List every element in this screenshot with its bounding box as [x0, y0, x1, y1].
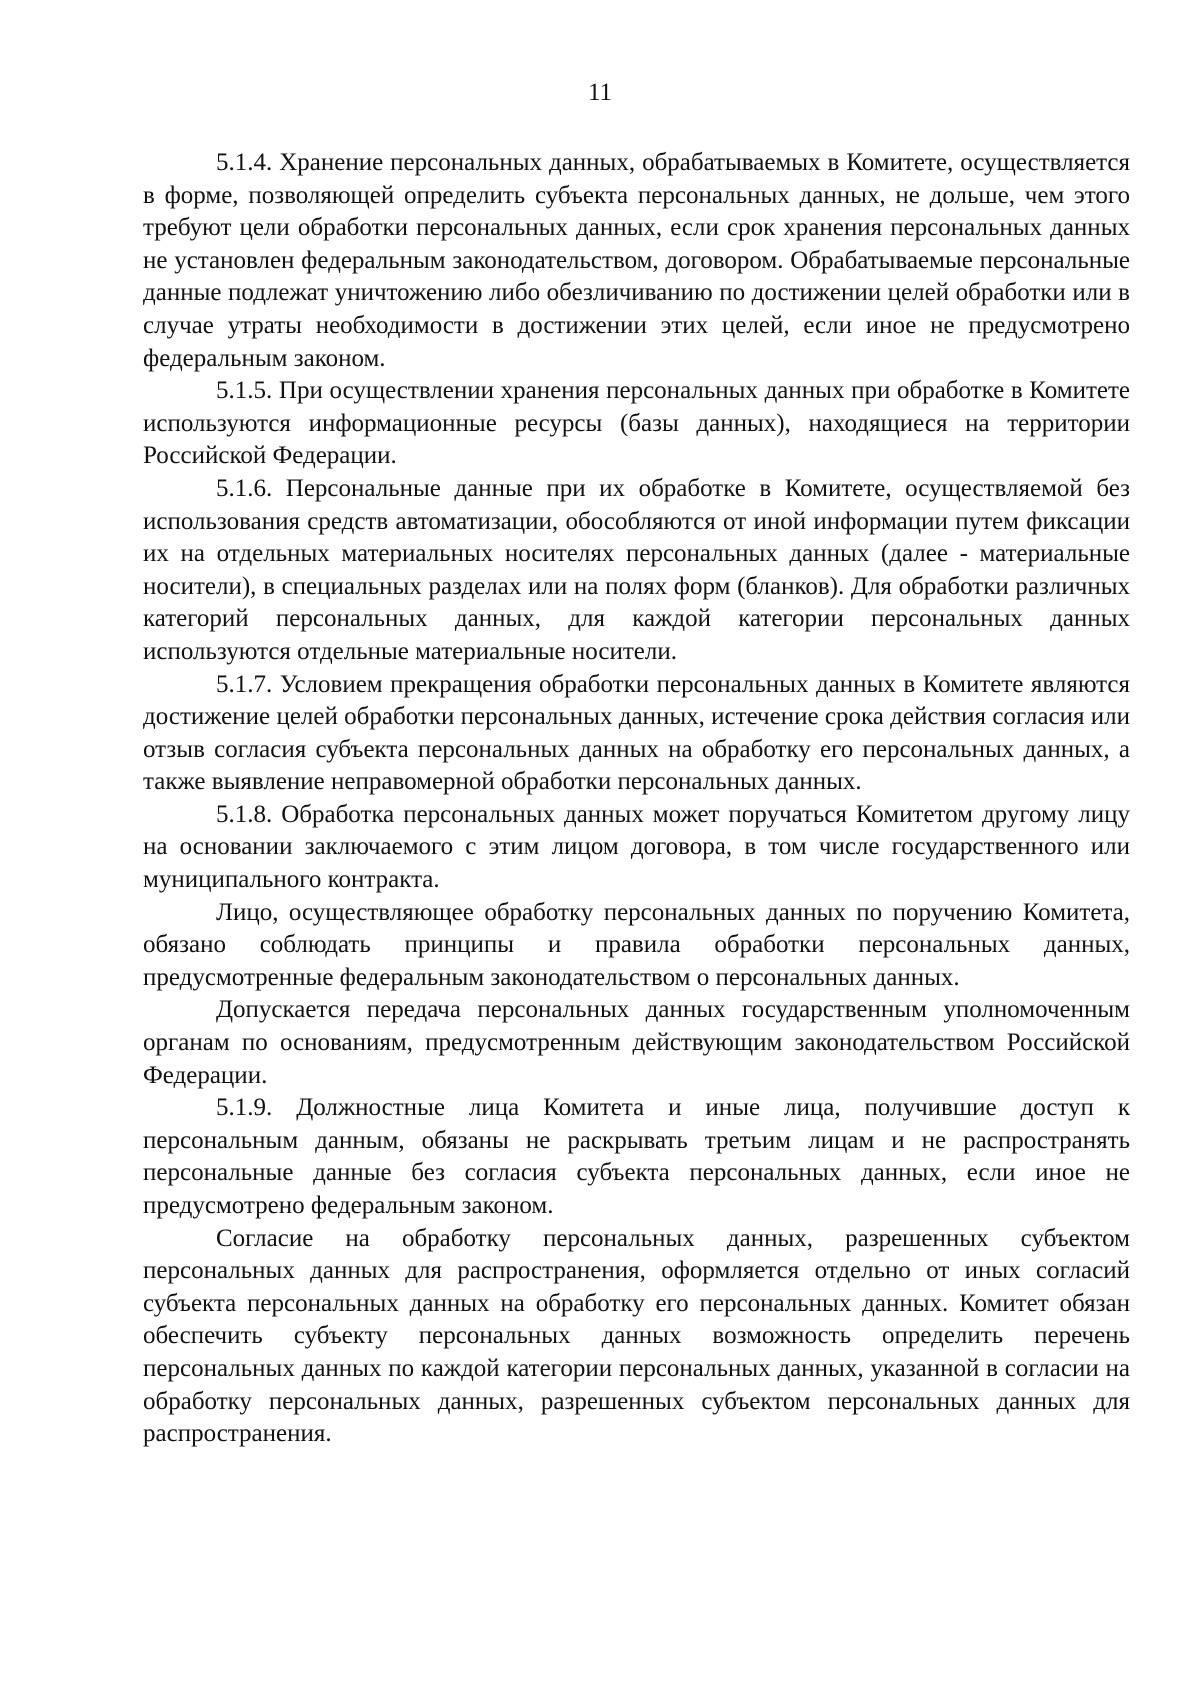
paragraph-processor-obligations: Лицо, осуществляющее обработку персональных данных по поручению Комитета, обязано соблюдать принципы и правила обработки персональных данных, предусмотренные федеральным законодательством о персональных данных. [143, 898, 1130, 991]
paragraph-5-1-8: 5.1.8. Обработка персональных данных может поручаться Комитетом другому лицу на основании заключаемого с этим лицом договора, в том числе государственного или муниципального контракта. [143, 800, 1130, 894]
page-number: 11 [587, 79, 613, 106]
paragraph-5-1-7: 5.1.7. Условием прекращения обработки персональных данных в Комитете являются достижение целей обработки персональных данных, истечение срока действия согласия или отзыв согласия субъекта персональных данных на обработку его персональных данных, а также выявление неправомерной обработки персональных данных. [143, 670, 1130, 796]
paragraph-5-1-4: 5.1.4. Хранение персональных данных, обрабатываемых в Комитете, осуществляется в форме, позволяющей определить субъекта персональных данных, не дольше, чем этого требуют цели обработки персональных данных, если срок хранения персональных данных не установлен федеральным законодательством, договором. Обрабатываемые персональные данные подлежат уничтожению либо обезличиванию по достижении целей обработки или в случае утраты необходимости в достижении этих целей, если иное не предусмотрено федеральным законом. [143, 149, 1130, 372]
paragraph-5-1-5: 5.1.5. При осуществлении хранения персональных данных при обработке в Комитете используются информационные ресурсы (базы данных), находящиеся на территории Российской Федерации. [143, 377, 1130, 470]
document-body [143, 147, 1130, 1451]
paragraph-consent-distribution: Согласие на обработку персональных данных, разрешенных субъектом персональных данных для распространения, оформляется отдельно от иных согласий субъекта персональных данных на обработку его персональных данных. Комитет обязан обеспечить субъекту персональных данных возможность определить перечень персональных данных по каждой категории персональных данных, указанной в согласии на обработку персональных данных, разрешенных субъектом персональных данных для распространения. [143, 1224, 1130, 1448]
paragraph-5-1-6: 5.1.6. Персональные данные при их обработке в Комитете, осуществляемой без использования средств автоматизации, обособляются от иной информации путем фиксации их на отдельных материальных носителях персональных данных (далее - материальные носители), в специальных разделах или на полях форм (бланков). Для обработки различных категорий персональных данных, для каждой категории персональных данных используются отдельные материальные носители. [143, 474, 1130, 665]
paragraph-transfer-to-authorities: Допускается передача персональных данных государственным уполномоченным органам по основаниям, предусмотренным действующим законодательством Российской Федерации. [143, 996, 1130, 1089]
paragraph-5-1-9: 5.1.9. Должностные лица Комитета и иные лица, получившие доступ к персональным данным, обязаны не раскрывать третьим лицам и не распространять персональные данные без согласия субъекта персональных данных, если иное не предусмотрено федеральным законом. [143, 1094, 1130, 1219]
